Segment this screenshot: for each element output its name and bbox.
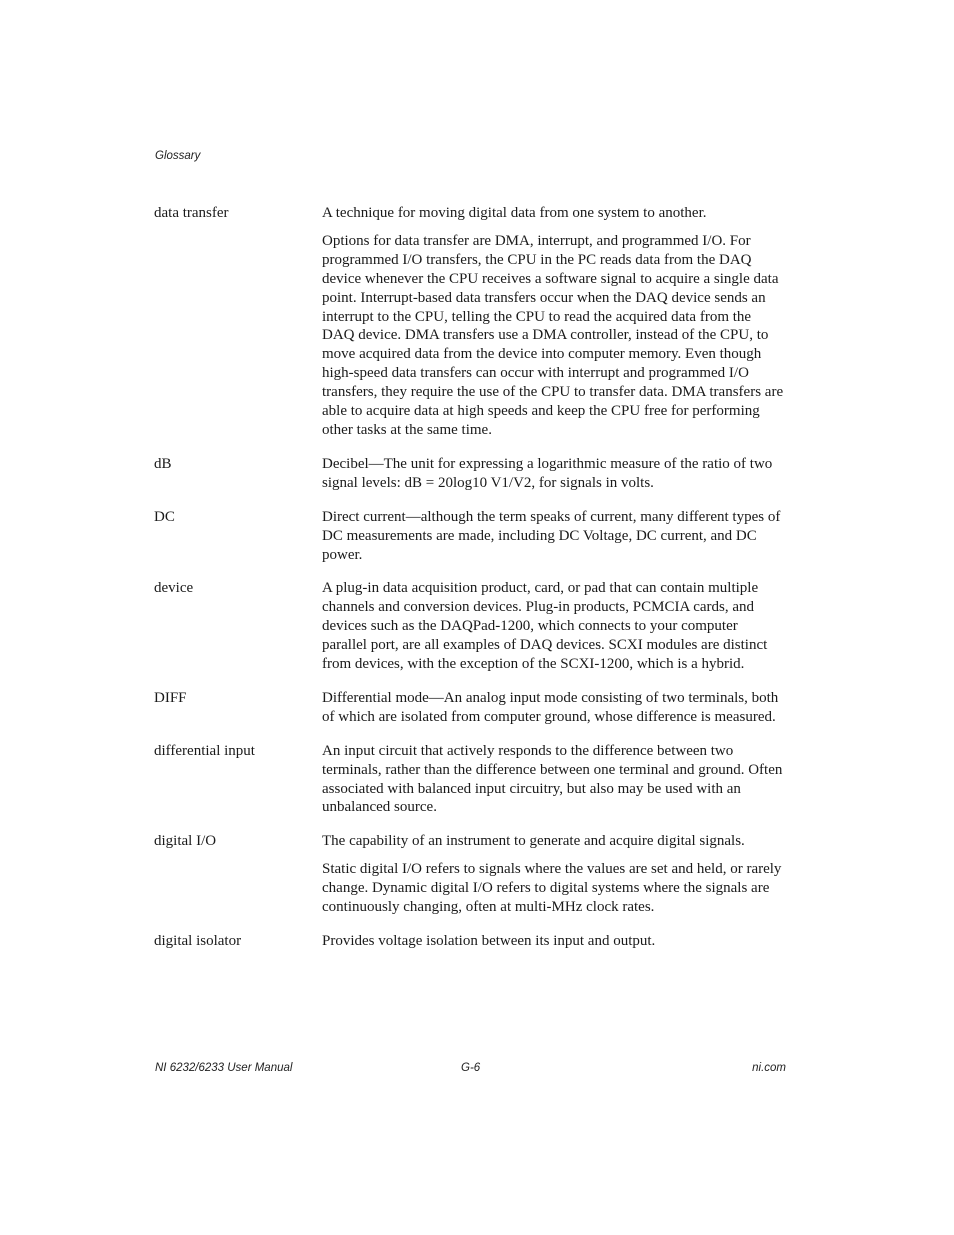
running-head: Glossary (155, 150, 201, 162)
glossary-term: digital isolator (154, 933, 242, 949)
manual-title: NI 6232/6233 User Manual (155, 1062, 293, 1074)
glossary-term: device (154, 580, 194, 597)
website-link[interactable]: ni.com (752, 1062, 786, 1074)
definition-paragraph: Options for data transfer are DMA, interrupt, and programmed I/O. For programmed I/O transfers, the CPU in the PC reads data from the DAQ device whenever the CPU receives a software signal to acquire a single data point. Interrupt-based data transfers occur when the DAQ device sends an interrupt to the CPU, telling the CPU to read the acquired data from the DAQ device. DMA transfers use a DMA controller, instead of the CPU, to move acquired data from the device into computer memory. Even though high-speed data transfers can occur with interrupt and programmed I/O transfers, they require the use of the CPU to transfer data. DMA transfers are able to acquire data at high speeds and keep the CPU free for performing other tasks at the same time. (322, 232, 784, 438)
glossary-list (154, 204, 786, 966)
glossary-entry (154, 689, 786, 727)
page-footer (155, 1062, 786, 1078)
glossary-definition (322, 508, 786, 565)
definition-paragraph: Decibel—The unit for expressing a logarithmic measure of the ratio of two signal levels: dB = 20log10 V1/V2, for signals in volts. (322, 455, 773, 491)
glossary-definition (322, 742, 786, 818)
glossary-definition (322, 204, 786, 440)
glossary-entry (154, 832, 786, 917)
glossary-definition (322, 455, 786, 493)
glossary-entry (154, 204, 786, 440)
glossary-term: differential input (154, 742, 255, 759)
definition-paragraph: Static digital I/O refers to signals where the values are set and held, or rarely change. Dynamic digital I/O refers to digital systems where the signals are continuously changing, often at multi-MHz clock rates. (322, 861, 782, 916)
glossary-term: digital I/O (154, 833, 217, 850)
glossary-term: DIFF (154, 689, 187, 706)
definition-paragraph: A technique for moving digital data from one system to another. (322, 205, 707, 221)
glossary-definition (322, 689, 786, 727)
glossary-entry (154, 932, 786, 951)
glossary-definition (322, 832, 786, 917)
definition-paragraph: An input circuit that actively responds to the difference between two terminals, rather than the difference between one terminal and ground. Often associated with balanced input circuitry, but also may be used with an unbalanced source. (322, 742, 783, 816)
page-number: G-6 (461, 1062, 481, 1074)
definition-paragraph: Direct current—although the term speaks of current, many different types of DC measurements are made, including DC Voltage, DC current, and DC power. (322, 508, 781, 563)
glossary-term: DC (154, 508, 175, 525)
glossary-entry (154, 742, 786, 818)
glossary-entry (154, 455, 786, 493)
definition-paragraph: The capability of an instrument to generate and acquire digital signals. (322, 833, 745, 850)
glossary-definition (322, 579, 786, 674)
glossary-entry (154, 579, 786, 674)
definition-paragraph: Provides voltage isolation between its input and output. (322, 933, 656, 949)
definition-paragraph: Differential mode—An analog input mode consisting of two terminals, both of which are isolated from computer ground, whose difference is measured. (322, 689, 779, 725)
glossary-definition (322, 932, 786, 951)
definition-paragraph: A plug-in data acquisition product, card, or pad that can contain multiple channels and conversion devices. Plug-in products, PCMCIA cards, and devices such as the DAQPad-1200, which connects to your computer parallel port, are all examples of DAQ devices. SCXI modules are distinct from devices, with the exception of the SCXI-1200, which is a hybrid. (322, 580, 768, 673)
glossary-entry (154, 508, 786, 565)
glossary-term: dB (154, 455, 172, 472)
glossary-term: data transfer (154, 205, 229, 221)
